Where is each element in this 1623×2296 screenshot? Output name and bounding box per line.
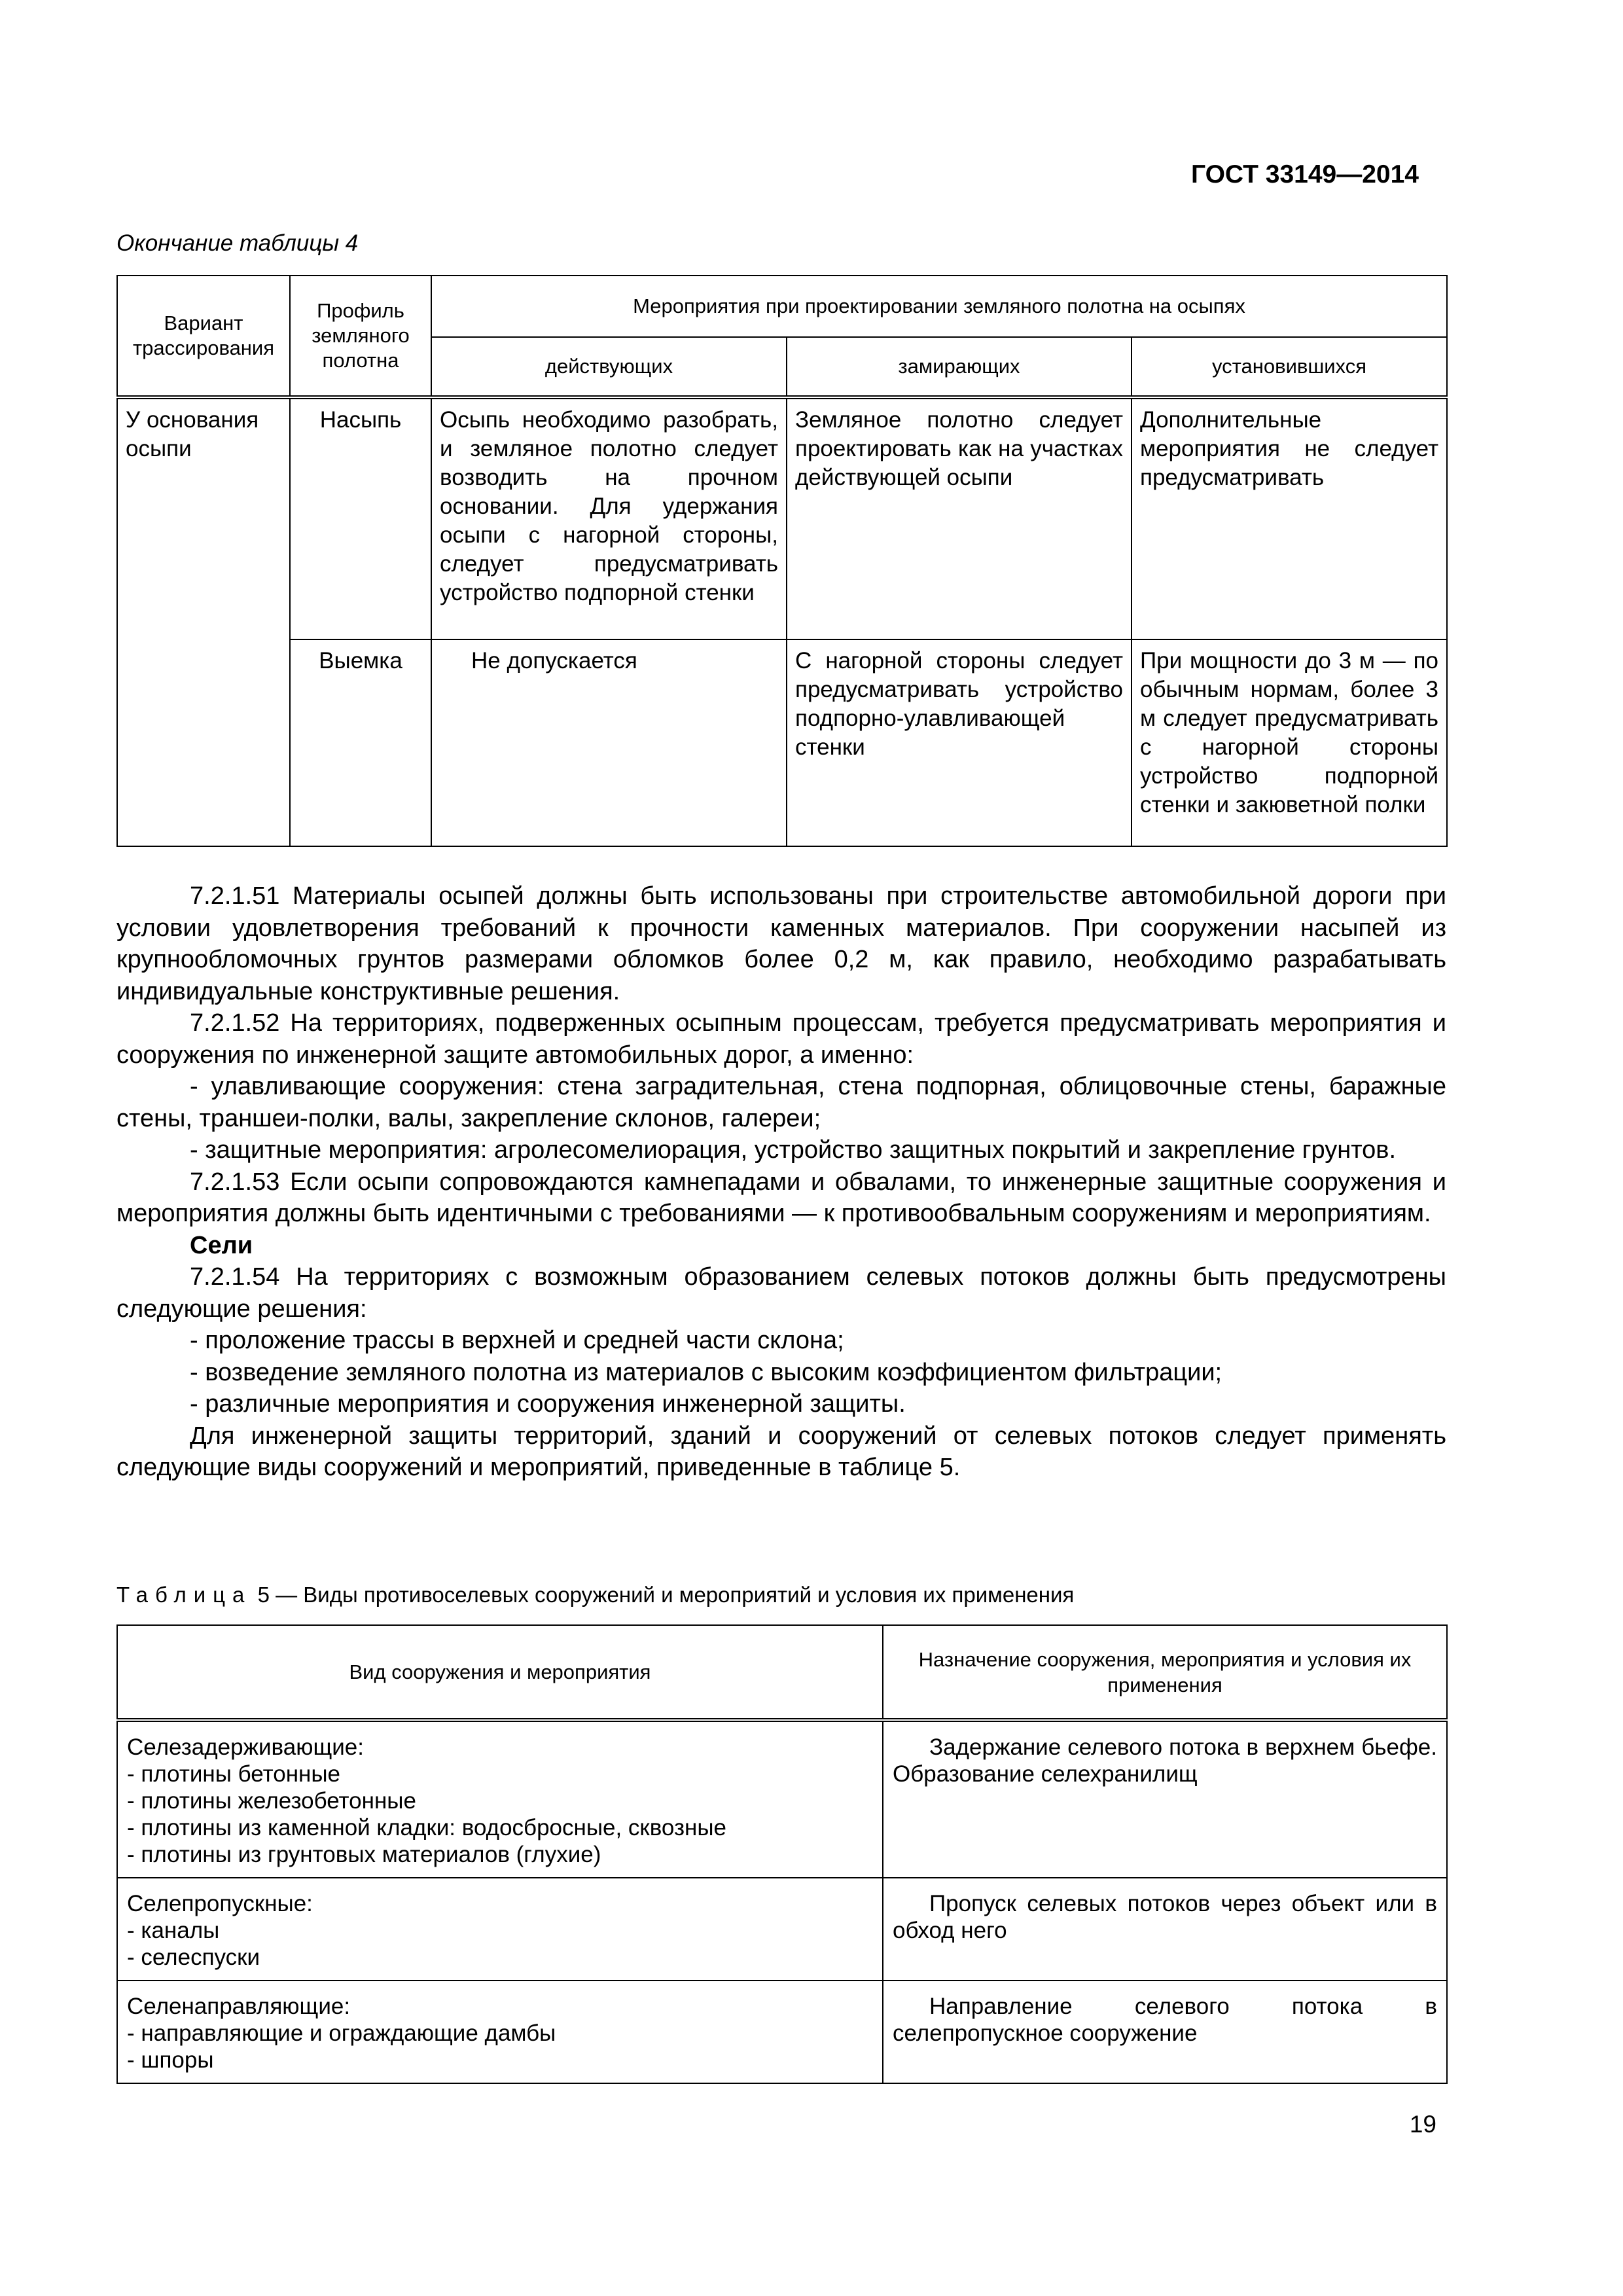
table5-caption-word: Таблица [116, 1583, 252, 1607]
list-item: - плотины из каменной кладки: водосбросные, сквозные [127, 1815, 726, 1840]
document-code: ГОСТ 33149—2014 [1191, 160, 1419, 188]
cell-active: Осыпь необходимо разобрать, и земляное полотно следует возводить на прочном основании. Для удержания осыпи с нагорной стороны, следует предусматривать устройство подпорной стенки [431, 397, 787, 639]
table5-caption-text: 5 — Виды противоселевых сооружений и мероприятий и условия их применения [257, 1583, 1075, 1607]
paragraph: Для инженерной защиты территорий, зданий и сооружений от селевых потоков следует применять следующие виды сооружений и мероприятий, приведенные в таблице 5. [116, 1422, 1446, 1481]
purpose-text: Пропуск селевых потоков через объект или в обход него [893, 1891, 1437, 1943]
paragraph: 7.2.1.53 Если осыпи сопровождаются камнепадами и обвалами, то инженерные защитные сооружения и мероприятия должны быть идентичными с требованиями — к противообвальным сооружениям и мероприятиям. [116, 1168, 1446, 1227]
table-row [117, 397, 1447, 639]
page-number: 19 [1409, 2111, 1436, 2138]
row-title: Селезадерживающие: [127, 1734, 364, 1760]
column-header-active: действующих [431, 337, 787, 397]
cell-profile: Выемка [290, 639, 431, 846]
list-item: - возведение земляного полотна из материалов с высоким коэффициентом фильтрации; [190, 1358, 1222, 1386]
cell-kind [117, 1720, 883, 1878]
cell-settled: При мощности до 3 м — по обычным нормам, более 3 м следует предусматривать с нагорной стороны устройство подпорной стенки и закюветной полки [1132, 639, 1447, 846]
cell-purpose [883, 1981, 1447, 2083]
section-heading: Сели [190, 1231, 253, 1259]
purpose-text: Задержание селевого потока в верхнем бьефе. Образование селехранилищ [893, 1734, 1437, 1787]
table-4 [116, 275, 1448, 847]
list-item: - защитные мероприятия: агролесомелиорация, устройство защитных покрытий и закрепление грунтов. [190, 1136, 1397, 1164]
list-item: - каналы [127, 1918, 220, 1943]
table-row [117, 1878, 1447, 1981]
table5-caption [116, 1583, 1074, 1607]
cell-variant: У основания осыпи [117, 397, 290, 846]
list-item: - улавливающие сооружения: стена заградительная, стена подпорная, облицовочные стены, баражные стены, траншеи-полки, валы, закрепление склонов, галереи; [116, 1073, 1446, 1132]
list-item: - плотины железобетонные [127, 1788, 416, 1814]
table-row [117, 1720, 1447, 1878]
list-item: - шпоры [127, 2047, 214, 2073]
list-item: - направляющие и ограждающие дамбы [127, 2020, 556, 2046]
cell-fading: С нагорной стороны следует предусматривать устройство подпорно-улавливающей стенки [787, 639, 1132, 846]
table-row [117, 1981, 1447, 2083]
paragraph: 7.2.1.54 На территориях с возможным образованием селевых потоков должны быть предусмотрены следующие решения: [116, 1263, 1446, 1323]
column-header-settled: установившихся [1132, 337, 1447, 397]
purpose-text: Направление селевого потока в селепропускное сооружение [893, 1994, 1437, 2046]
cell-settled: Дополнительные мероприятия не следует предусматривать [1132, 397, 1447, 639]
table-row [117, 639, 1447, 846]
row-title: Селенаправляющие: [127, 1994, 351, 2019]
list-item: - плотины из грунтовых материалов (глухие) [127, 1842, 601, 1867]
list-item: - плотины бетонные [127, 1761, 340, 1787]
column-header-fading: замирающих [787, 337, 1132, 397]
paragraph: 7.2.1.52 На территориях, подверженных осыпным процессам, требуется предусматривать мероприятия и сооружения по инженерной защите автомобильных дорог, а именно: [116, 1009, 1446, 1069]
cell-kind [117, 1981, 883, 2083]
paragraph: 7.2.1.51 Материалы осыпей должны быть использованы при строительстве автомобильной дороги при условии удовлетворения требований к прочности каменных материалов. При сооружении насыпей из крупнообломочных грунтов размерами обломков более 0,2 м, как правило, необходимо разрабатывать индивидуальные конструктивные решения. [116, 882, 1446, 1005]
list-item: - проложение трассы в верхней и средней части склона; [190, 1327, 844, 1354]
table-5 [116, 1624, 1448, 2084]
column-header-profile: Профиль земляного полотна [290, 276, 431, 397]
cell-profile: Насыпь [290, 397, 431, 639]
body-text [116, 880, 1446, 1484]
column-header-variant: Вариант трассирования [117, 276, 290, 397]
cell-fading: Земляное полотно следует проектировать как на участках действующей осыпи [787, 397, 1132, 639]
cell-purpose [883, 1720, 1447, 1878]
column-header-purpose: Назначение сооружения, мероприятия и условия их применения [883, 1625, 1447, 1720]
list-item: - селеспуски [127, 1945, 260, 1970]
row-title: Селепропускные: [127, 1891, 313, 1916]
cell-purpose [883, 1878, 1447, 1981]
table4-continuation-label: Окончание таблицы 4 [116, 230, 359, 256]
list-item: - различные мероприятия и сооружения инженерной защиты. [190, 1390, 906, 1418]
cell-kind [117, 1878, 883, 1981]
column-header-measures: Мероприятия при проектировании земляного полотна на осыпях [431, 276, 1447, 337]
column-header-kind: Вид сооружения и мероприятия [117, 1625, 883, 1720]
cell-active: Не допускается [431, 639, 787, 846]
